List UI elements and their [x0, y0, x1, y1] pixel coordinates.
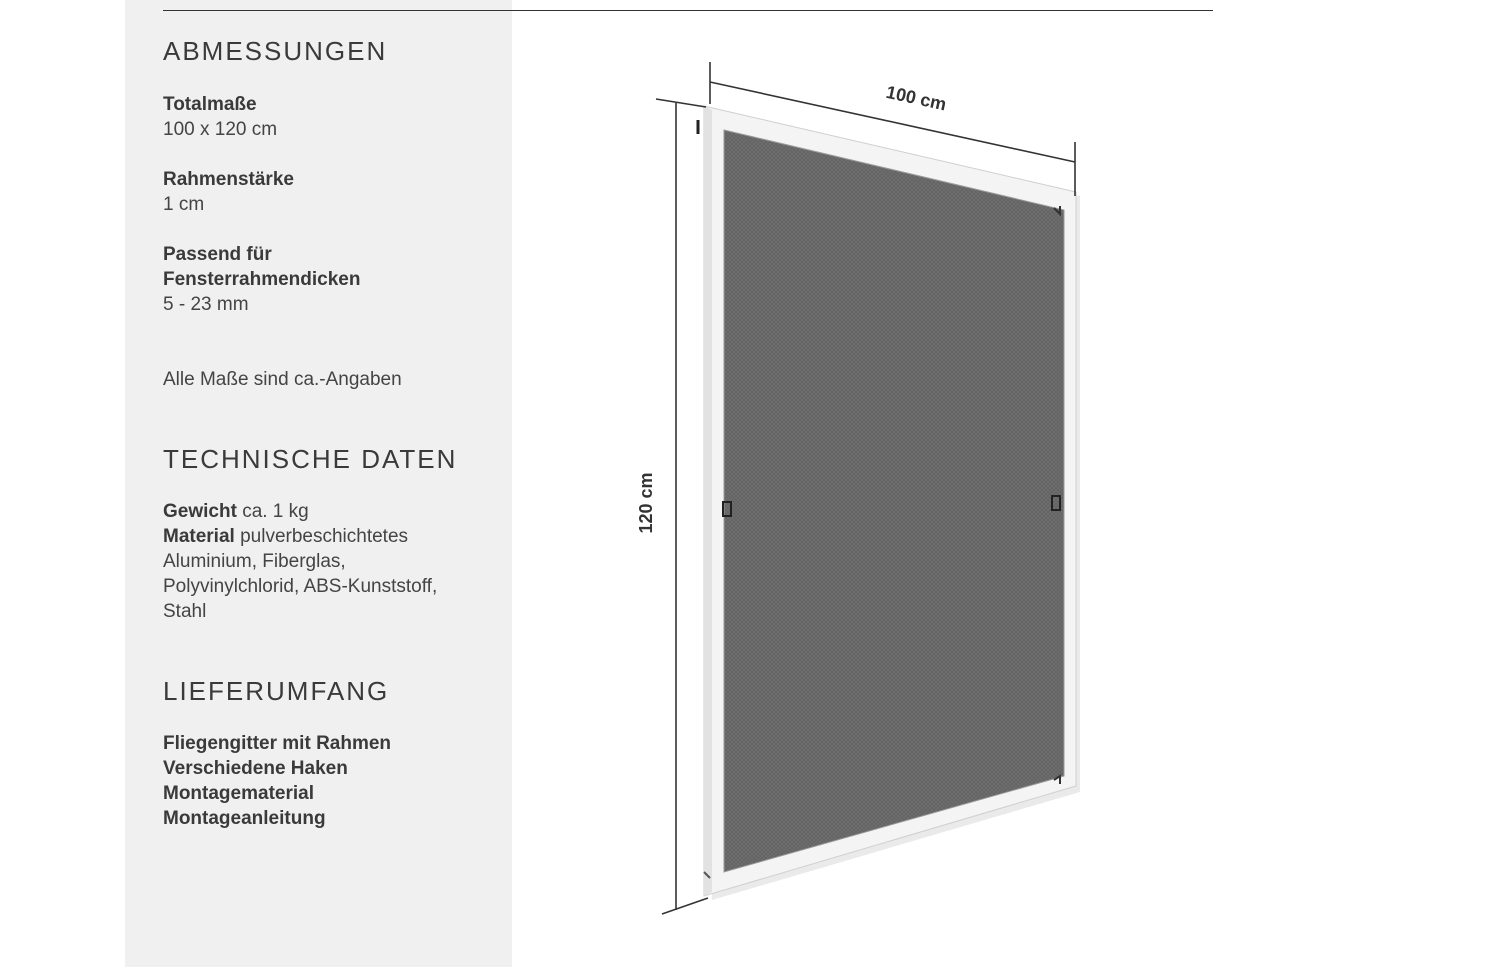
material-value-line3: Polyvinylchlorid, ABS-Kunststoff,	[163, 576, 438, 597]
passend-value: 5 - 23 mm	[163, 294, 249, 315]
material-value-line2: Aluminium, Fiberglas,	[163, 551, 346, 572]
height-label: 120 cm	[636, 472, 656, 534]
material-label: Material	[163, 526, 235, 547]
heading-abmessungen: ABMESSUNGEN	[163, 36, 388, 66]
gewicht-label: Gewicht	[163, 501, 237, 522]
fly-screen-illustration	[620, 40, 1140, 940]
heading-lieferumfang: LIEFERUMFANG	[163, 676, 390, 706]
gewicht-value: ca. 1 kg	[242, 501, 309, 522]
screen-mesh	[724, 130, 1064, 872]
lieferumfang-item: Montageanleitung	[163, 808, 326, 829]
height-dimension-tick-top	[656, 99, 706, 107]
heading-technische-daten: TECHNISCHE DATEN	[163, 444, 458, 474]
top-divider	[163, 10, 1213, 11]
material-row	[163, 524, 408, 549]
passend-label-line2: Fensterrahmendicken	[163, 269, 361, 290]
lieferumfang-item: Montagematerial	[163, 783, 314, 804]
passend-label-line1: Passend für	[163, 244, 272, 265]
width-label: 100 cm	[884, 81, 949, 115]
lieferumfang-item: Verschiedene Haken	[163, 758, 348, 779]
rahmenstaerke-label: Rahmenstärke	[163, 169, 294, 190]
height-dimension-tick-bottom	[662, 898, 708, 914]
lieferumfang-item: Fliegengitter mit Rahmen	[163, 733, 392, 754]
masse-note: Alle Maße sind ca.-Angaben	[163, 369, 402, 390]
gewicht-row	[163, 499, 309, 524]
rahmenstaerke-value: 1 cm	[163, 194, 205, 215]
totalmasse-label: Totalmaße	[163, 94, 257, 115]
frame-side	[704, 106, 712, 896]
material-value-line4: Stahl	[163, 601, 207, 622]
material-value-line1: pulverbeschichtetes	[240, 526, 409, 547]
totalmasse-value: 100 x 120 cm	[163, 119, 278, 140]
